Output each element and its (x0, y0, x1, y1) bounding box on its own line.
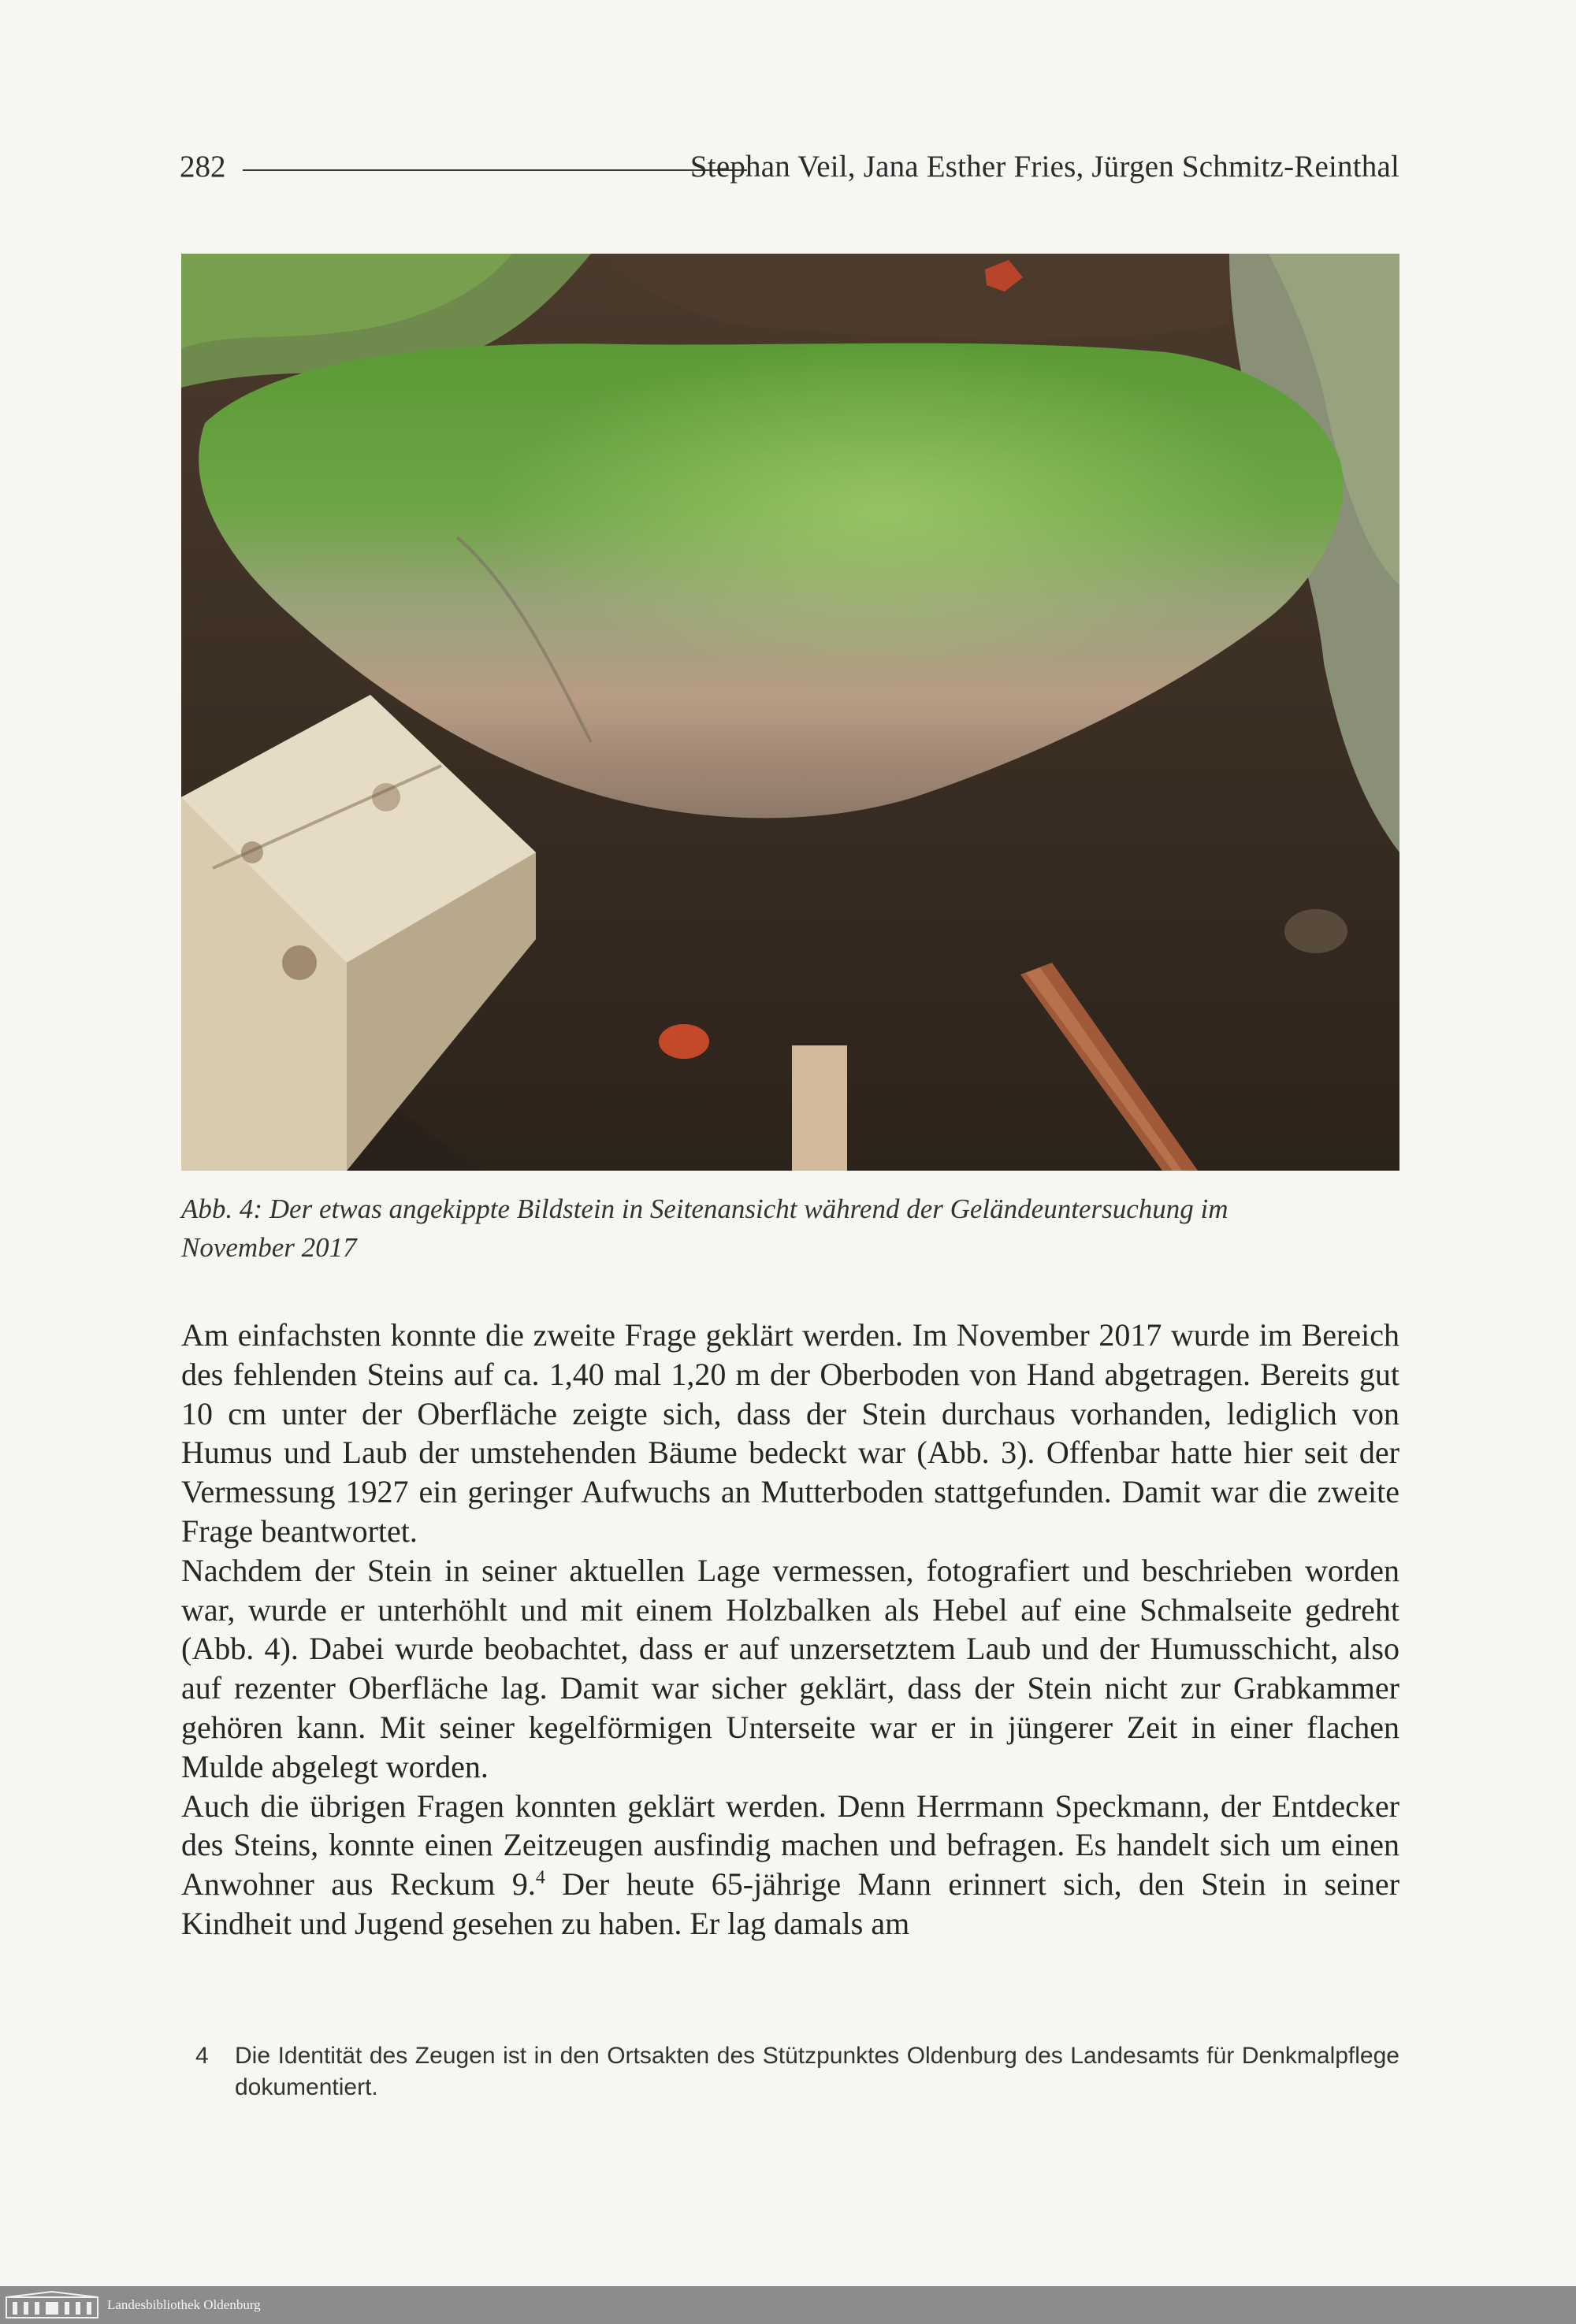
header-rule (243, 169, 747, 171)
paragraph-2: Nachdem der Stein in seiner aktuellen Lage vermessen, fotografiert und beschrieben worden war, wurde er unterhöhlt und mit einem Holzbalken als Hebel auf eine Schmalseite gedreht (Abb. 4). Dabei wurde beobachtet, dass er auf unzersetztem Laub und der Humusschicht, also auf rezenter Oberfläche lag. Damit war sicher geklärt, dass der Stein nicht zur Grabkammer gehören kann. Mit seiner kegelförmigen Unterseite war er in jüngerer Zeit in einer flachen Mulde abgelegt worden. (181, 1552, 1399, 1784)
leaf-orange (659, 1024, 709, 1059)
wooden-stick (792, 1045, 847, 1171)
running-header-authors: Stephan Veil, Jana Esther Fries, Jürgen Schmitz-Reinthal (690, 150, 1399, 184)
stone-photo-illustration (181, 254, 1399, 1171)
paragraph-1: Am einfachsten konnte die zweite Frage geklärt werden. Im November 2017 wurde im Bereich des fehlenden Steins auf ca. 1,40 mal 1,20 m der Oberboden von Hand abgetragen. Bereits gut 10 cm unter der Oberfläche zeigte sich, dass der Stein durchaus vorhanden, lediglich von Humus und Laub der umstehenden Bäume bedeckt war (Abb. 3). Offenbar hatte hier seit der Vermessung 1927 ein geringer Aufwuchs an Mutterboden stattgefunden. Damit war die zweite Frage beantwortet. (181, 1317, 1399, 1549)
page-number: 282 (180, 150, 226, 184)
paragraph-3-text-b: Der heute 65-jährige Mann erinnert sich, den Stein in seiner Kindheit und Jugend gesehen zu haben. Er lag damals am (181, 1866, 1400, 1941)
library-building-icon (5, 2291, 99, 2319)
figure-caption (181, 1190, 1399, 1267)
library-footer-bar (0, 2286, 1576, 2324)
footnote-text: Die Identität des Zeugen ist in den Ortsakten des Stützpunktes Oldenburg des Landesamts für Denkmalpflege dokumentiert. (235, 2043, 1399, 2100)
paragraph-3 (181, 1787, 1399, 1943)
body-text (181, 1316, 1399, 1943)
figure-photo-bildstein (181, 254, 1399, 1171)
footnote-reference[interactable]: 4 (535, 1867, 545, 1888)
footnote (181, 2040, 1399, 2103)
caption-line-2: November 2017 (181, 1232, 357, 1263)
library-name: Landesbibliothek Oldenburg (107, 2297, 261, 2312)
paragraph-3-text-a: Auch die übrigen Fragen konnten geklärt werden. Denn Herrmann Speckmann, der Entdecker des Steins, konnte einen Zeitzeugen ausfindig machen und befragen. Es handelt sich um einen Anwohner aus Reckum 9. (181, 1788, 1399, 1903)
footnote-number: 4 (195, 2043, 209, 2069)
caption-line-1: Abb. 4: Der etwas angekippte Bildstein in Seitenansicht während der Geländeuntersuchung im (181, 1194, 1228, 1224)
running-header (180, 143, 1399, 191)
